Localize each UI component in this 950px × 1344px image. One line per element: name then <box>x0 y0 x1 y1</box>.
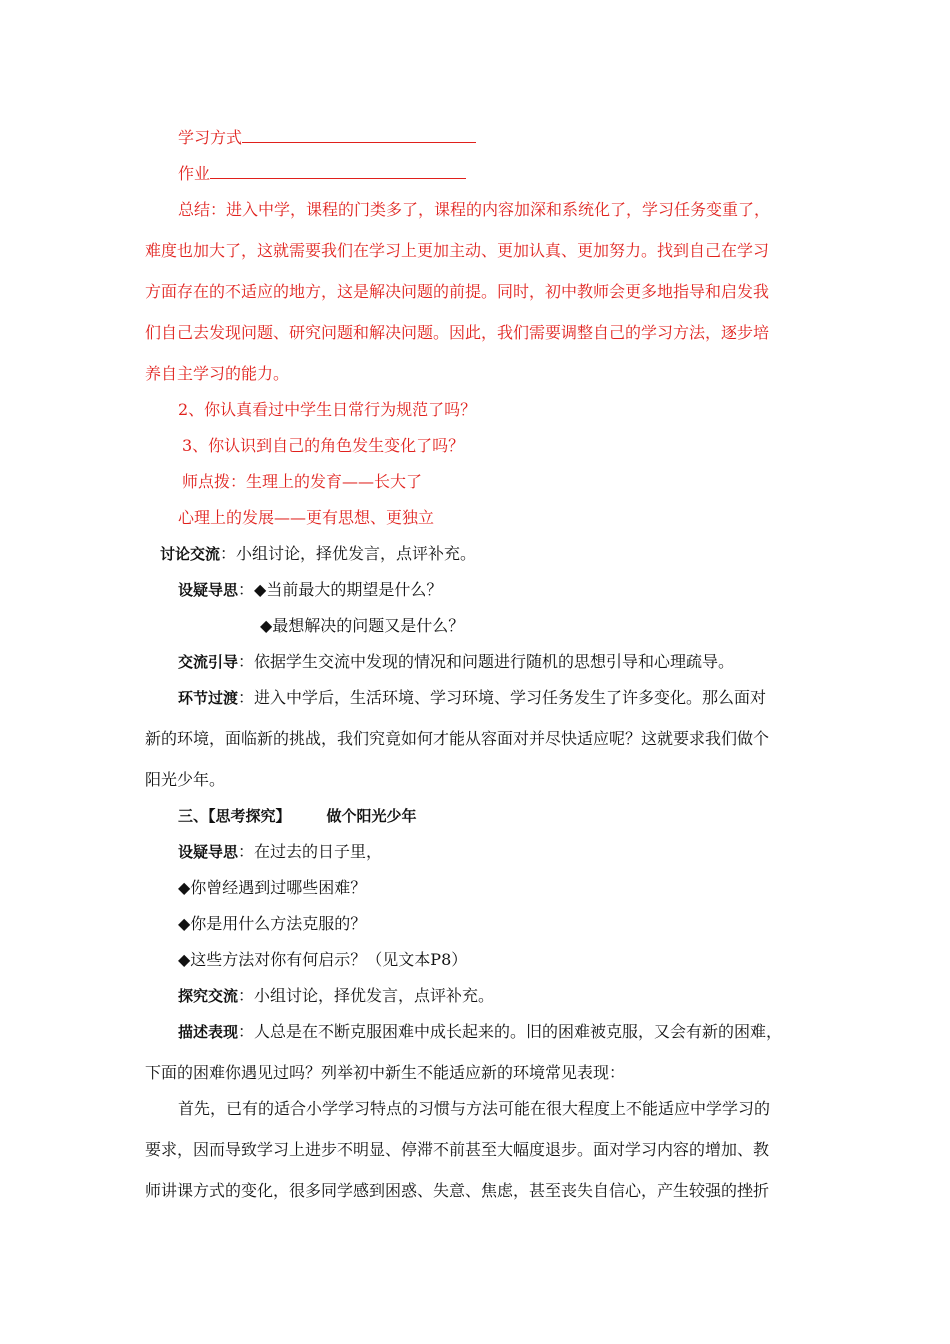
exchange-guide-text: ：依据学生交流中发现的情况和问题进行随机的思想引导和心理疏导。 <box>238 652 735 671</box>
guide2-bullet-1: ◆你曾经遇到过哪些困难？ <box>178 878 367 897</box>
explore-line <box>178 986 494 1006</box>
summary-line-4: 们自己去发现问题、研究问题和解决问题。因此，我们需要调整自己的学习方法，逐步培 <box>145 323 770 342</box>
guide2-bullet-2: ◆你是用什么方法克服的？ <box>178 914 367 933</box>
summary-line-2: 难度也加大了，这就需要我们在学习上更加主动、更加认真、更加努力。找到自己在学习 <box>145 241 770 260</box>
section3-heading: 三、【思考探究】 <box>178 807 291 825</box>
explore-text: ：小组讨论，择优发言，点评补充。 <box>238 986 495 1005</box>
study-method-line <box>178 128 476 148</box>
guide2-label: 设疑导思 <box>178 843 239 861</box>
first-para-line-3: 师讲课方式的变化，很多同学感到困惑、失意、焦虑，甚至丧失自信心，产生较强的挫折 <box>145 1181 770 1200</box>
transition-text-1: ：进入中学后，生活环境、学习环境、学习任务发生了许多变化。那么面对 <box>238 688 767 707</box>
homework-line <box>178 164 466 184</box>
describe-text-1: ：人总是在不断克服困难中成长起来的。旧的困难被克服，又会有新的困难， <box>238 1022 783 1041</box>
discussion-label: 讨论交流 <box>160 545 221 563</box>
explore-label: 探究交流 <box>178 987 239 1005</box>
exchange-guide-label: 交流引导 <box>178 653 239 671</box>
summary-line-5: 养自主学习的能力。 <box>145 364 290 383</box>
guide1-line-2: ◆最想解决的问题又是什么？ <box>260 616 465 635</box>
summary-line-3: 方面存在的不适应的地方，这是解决问题的前提。同时，初中教师会更多地指导和启发我 <box>145 282 770 301</box>
homework-blank <box>210 164 466 179</box>
transition-label: 环节过渡 <box>178 689 239 707</box>
first-para-line-1: 首先，已有的适合小学学习特点的习惯与方法可能在很大程度上不能适应中学学习的 <box>178 1099 771 1118</box>
summary-line-1: 总结：进入中学，课程的门类多了，课程的内容加深和系统化了，学习任务变重了， <box>178 200 771 219</box>
guide2-line <box>178 842 382 862</box>
guide2-text: ：在过去的日子里， <box>238 842 383 861</box>
guide1-line <box>178 580 442 600</box>
discussion-line <box>160 544 476 564</box>
transition-line-2: 新的环境，面临新的挑战，我们究竟如何才能从容面对并尽快适应呢？这就要求我们做个 <box>145 729 770 748</box>
guide1-label: 设疑导思 <box>178 581 239 599</box>
study-method-blank <box>242 128 476 143</box>
transition-line-1 <box>178 688 766 708</box>
describe-label: 描述表现 <box>178 1023 239 1041</box>
discussion-text: ：小组讨论，择优发言，点评补充。 <box>220 544 477 563</box>
homework-label: 作业 <box>178 164 211 183</box>
first-para-line-2: 要求，因而导致学习上进步不明显、停滞不前甚至大幅度退步。面对学习内容的增加、教 <box>145 1140 770 1159</box>
transition-line-3: 阳光少年。 <box>145 770 226 789</box>
exchange-guide-line <box>178 652 734 672</box>
teacher-tip: 师点拨：生理上的发育——长大了 <box>182 472 423 491</box>
mental-development: 心理上的发展——更有思想、更独立 <box>178 508 435 527</box>
question-2: 2、你认真看过中学生日常行为规范了吗？ <box>178 400 477 419</box>
describe-line-2: 下面的困难你遇见过吗？列举初中新生不能适应新的环境常见表现： <box>145 1063 626 1082</box>
guide1-text: ：◆当前最大的期望是什么？ <box>238 580 443 599</box>
describe-line-1 <box>178 1022 782 1042</box>
study-method-label: 学习方式 <box>178 128 243 147</box>
question-3: 3、你认识到自己的角色发生变化了吗？ <box>182 436 465 455</box>
section3-title: 做个阳光少年 <box>326 807 417 825</box>
guide2-bullet-3: ◆这些方法对你有何启示？（见文本P8） <box>178 950 468 969</box>
section3-heading-line <box>178 806 417 826</box>
